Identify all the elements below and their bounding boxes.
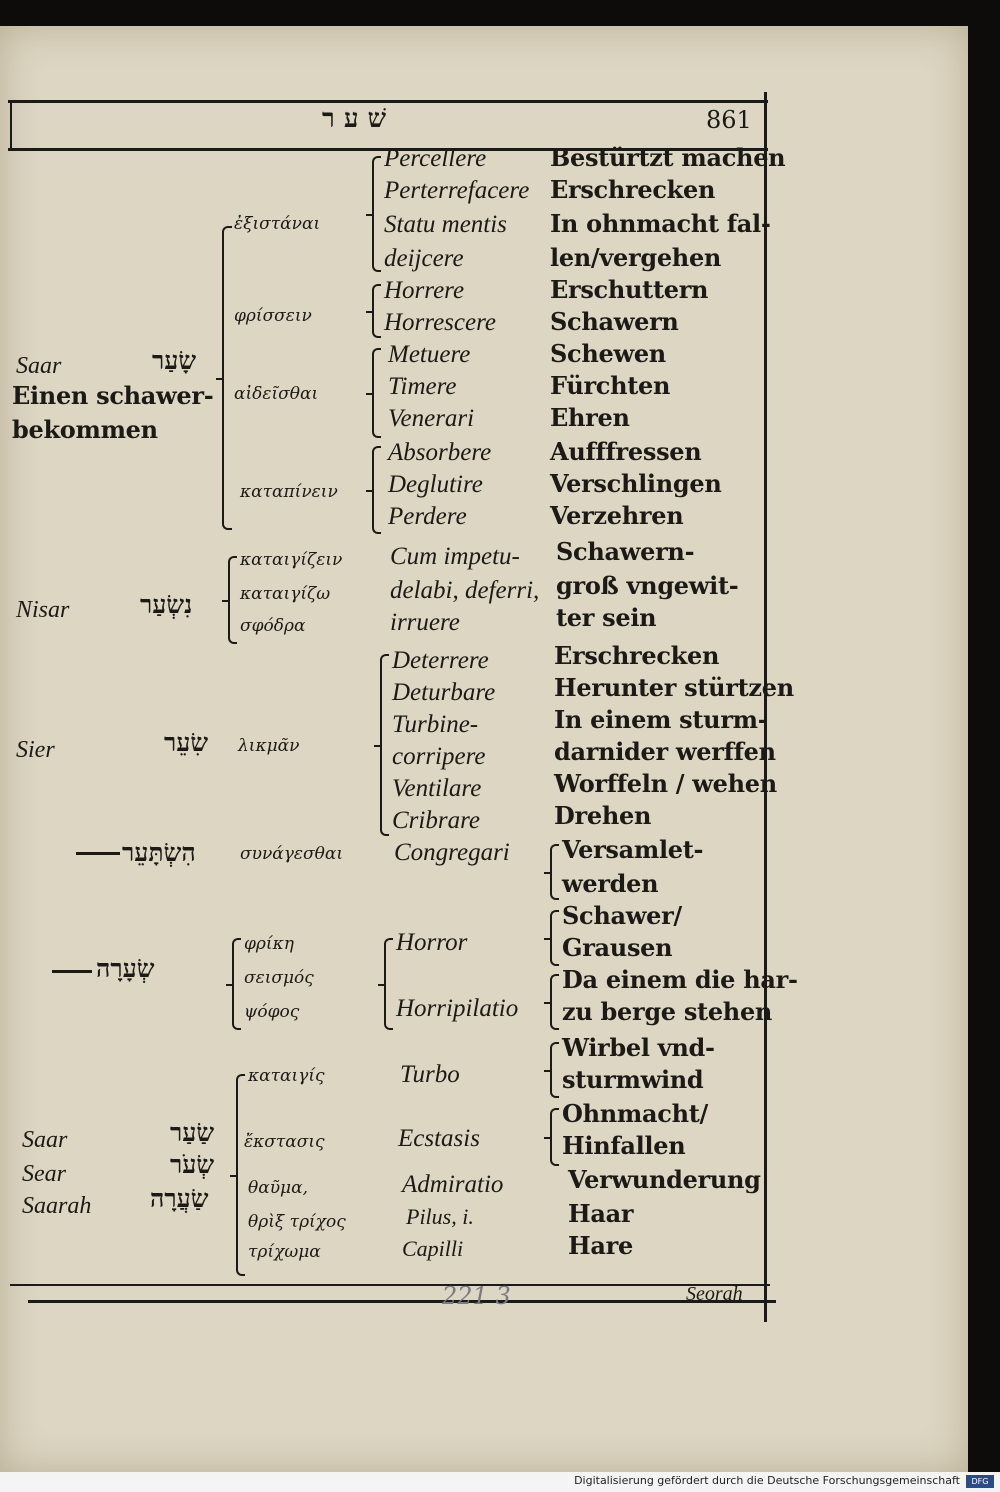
block2-german-2: groß vngewit- xyxy=(556,571,739,600)
block2-greek-1: καταιγίζειν xyxy=(240,550,343,570)
block6-transliteration-3: Saarah xyxy=(22,1193,92,1219)
block1-brace-c xyxy=(372,348,381,438)
block4-hebrew: הִשְׂתָּעֵר xyxy=(122,838,196,867)
block6-greek-5: τρίχωμα xyxy=(248,1242,321,1262)
block1-german-8: Fürchten xyxy=(550,371,671,400)
block6-greek-2: ἔκστασις xyxy=(244,1132,325,1152)
block6-greek-brace xyxy=(236,1074,245,1276)
block1-german-7: Schewen xyxy=(550,339,666,368)
block1-heading-line1: Einen schawer- xyxy=(12,381,214,410)
block1-german-10: Aufffressen xyxy=(550,437,702,466)
block1-german-9: Ehren xyxy=(550,403,630,432)
block1-transliteration: Saar xyxy=(16,353,62,379)
block4-german-2: werden xyxy=(562,869,659,898)
block6-german-6: Haar xyxy=(568,1199,634,1228)
block1-hebrew: שָׂעַר xyxy=(152,346,197,375)
block5-greek-2: σεισμός xyxy=(244,968,314,988)
block6-latin-5: Capilli xyxy=(402,1236,464,1261)
block1-greek-2: φρίσσειν xyxy=(234,306,312,326)
block1-heading-line2: bekommen xyxy=(12,415,158,444)
digitization-footer xyxy=(0,1472,1000,1492)
block5-dash xyxy=(52,970,92,973)
block1-latin-2: Perterrefacere xyxy=(384,177,530,204)
block3-greek: λικμᾶν xyxy=(238,736,300,756)
block3-latin-4: corripere xyxy=(392,743,486,770)
block1-latin-10: Absorbere xyxy=(388,439,492,466)
block6-german-brace-a xyxy=(550,1042,559,1098)
block6-german-2: sturmwind xyxy=(562,1065,704,1094)
block6-german-brace-b xyxy=(550,1108,559,1166)
block6-transliteration-2: Sear xyxy=(22,1161,66,1187)
block3-latin-6: Cribrare xyxy=(392,807,480,834)
book-page xyxy=(0,26,968,1472)
block6-hebrew-3: שַׂעֲרָה xyxy=(150,1184,209,1213)
block3-latin-5: Ventilare xyxy=(392,775,482,802)
block1-latin-11: Deglutire xyxy=(388,471,483,498)
block2-german-1: Schawern- xyxy=(556,537,695,566)
block2-hebrew: נִשְׂעַר xyxy=(140,590,193,619)
block3-german-1: Erschrecken xyxy=(554,641,720,670)
page-number: 861 xyxy=(706,106,752,134)
block3-transliteration: Sier xyxy=(16,737,55,763)
block3-latin-3: Turbine- xyxy=(392,711,479,738)
block5-german-3: Da einem die har- xyxy=(562,965,798,994)
running-head-hebrew: שׁ ע ר xyxy=(322,104,386,134)
block6-latin-3: Admiratio xyxy=(402,1171,504,1198)
block5-latin-1: Horror xyxy=(396,929,468,956)
block6-transliteration-1: Saar xyxy=(22,1127,68,1153)
block1-german-1: Bestürtzt machen xyxy=(550,143,786,172)
block5-german-brace-a xyxy=(550,910,559,966)
block5-greek-3: ψόφος xyxy=(244,1002,300,1022)
block5-german-2: Grausen xyxy=(562,933,673,962)
block6-latin-4: Pilus, i. xyxy=(406,1204,474,1229)
block6-hebrew-1: שַׂעַר xyxy=(170,1118,215,1147)
block3-german-4: darnider werffen xyxy=(554,737,776,766)
block3-latin-2: Deturbare xyxy=(392,679,496,706)
block4-greek: συνάγεσθαι xyxy=(240,844,344,864)
block4-brace xyxy=(550,844,559,900)
top-rule xyxy=(8,100,768,103)
block1-latin-3: Statu mentis xyxy=(384,211,507,238)
block5-greek-brace xyxy=(232,938,241,1030)
block3-hebrew: שִׂעֵר xyxy=(164,728,209,757)
block6-latin-2: Ecstasis xyxy=(398,1125,480,1152)
block6-latin-1: Turbo xyxy=(400,1061,460,1088)
block1-greek-4: καταπίνειν xyxy=(240,482,338,502)
block5-latin-brace xyxy=(384,938,393,1030)
block1-brace-b xyxy=(372,284,381,338)
block5-latin-2: Horripilatio xyxy=(396,995,519,1022)
block1-german-4: len/vergehen xyxy=(550,243,722,272)
block5-german-4: zu berge stehen xyxy=(562,997,773,1026)
block1-german-11: Verschlingen xyxy=(550,469,722,498)
block3-german-3: In einem sturm- xyxy=(554,705,768,734)
block1-german-6: Schawern xyxy=(550,307,679,336)
block1-german-3: In ohnmacht fal- xyxy=(550,209,771,238)
block1-latin-6: Horrescere xyxy=(384,309,496,336)
block5-german-1: Schawer/ xyxy=(562,901,682,930)
block1-german-2: Erschrecken xyxy=(550,175,716,204)
block1-greek-3: αἰδεῖσθαι xyxy=(234,384,319,404)
block6-german-3: Ohnmacht/ xyxy=(562,1099,708,1128)
block6-german-7: Hare xyxy=(568,1231,633,1260)
block1-outer-brace xyxy=(222,226,232,530)
block3-german-5: Worffeln / wehen xyxy=(554,769,777,798)
block2-latin-2: delabi, deferri, xyxy=(390,577,540,604)
block3-latin-1: Deterrere xyxy=(392,647,489,674)
block1-latin-12: Perdere xyxy=(388,503,467,530)
block5-greek-1: φρίκη xyxy=(244,934,294,954)
block2-transliteration: Nisar xyxy=(16,597,70,623)
block6-greek-1: καταιγίς xyxy=(248,1066,325,1086)
block1-latin-7: Metuere xyxy=(388,341,471,368)
block2-greek-3: σφόδρα xyxy=(240,616,306,636)
block1-greek-1: ἐξιστάναι xyxy=(234,214,321,234)
block1-latin-8: Timere xyxy=(388,373,457,400)
block2-latin-3: irruere xyxy=(390,609,460,636)
block4-dash xyxy=(76,852,120,855)
block6-greek-3: θαῦμα, xyxy=(248,1178,308,1198)
block2-greek-2: καταιγίζω xyxy=(240,584,331,604)
block1-latin-5: Horrere xyxy=(384,277,465,304)
digitization-footer-text: Digitalisierung gefördert durch die Deutsche Forschungsgemeinschaft xyxy=(574,1474,960,1487)
block1-latin-9: Venerari xyxy=(388,405,475,432)
block6-hebrew-2: שְׂעֹר xyxy=(170,1150,215,1179)
block1-brace-d xyxy=(372,446,381,534)
block2-latin-1: Cum impetu- xyxy=(390,543,520,570)
block2-german-3: ter sein xyxy=(556,603,657,632)
dfg-logo: DFG xyxy=(966,1475,994,1488)
block3-german-2: Herunter stürtzen xyxy=(554,673,794,702)
block3-german-6: Drehen xyxy=(554,801,652,830)
block6-german-5: Verwunderung xyxy=(568,1165,761,1194)
block5-hebrew: שְׂעָרָה xyxy=(96,954,155,983)
block1-latin-1: Percellere xyxy=(384,145,487,172)
block1-brace-a xyxy=(372,156,381,272)
handwritten-signature: 221 3 xyxy=(442,1282,511,1310)
block1-german-12: Verzehren xyxy=(550,501,684,530)
catchword: Seorah xyxy=(686,1283,743,1305)
block6-german-4: Hinfallen xyxy=(562,1131,686,1160)
left-frame-rule xyxy=(10,100,12,150)
block1-latin-4: deijcere xyxy=(384,245,464,272)
bottom-rule xyxy=(10,1284,770,1286)
block4-latin: Congregari xyxy=(394,839,510,866)
block1-german-5: Erschuttern xyxy=(550,275,709,304)
block6-german-1: Wirbel vnd- xyxy=(562,1033,715,1062)
block4-german-1: Versamlet- xyxy=(562,835,704,864)
block6-greek-4: θρὶξ τρίχος xyxy=(248,1212,346,1232)
block3-brace xyxy=(380,654,389,836)
bottom-rule-lower xyxy=(28,1300,776,1303)
block2-brace xyxy=(228,556,237,644)
block5-german-brace-b xyxy=(550,974,559,1030)
